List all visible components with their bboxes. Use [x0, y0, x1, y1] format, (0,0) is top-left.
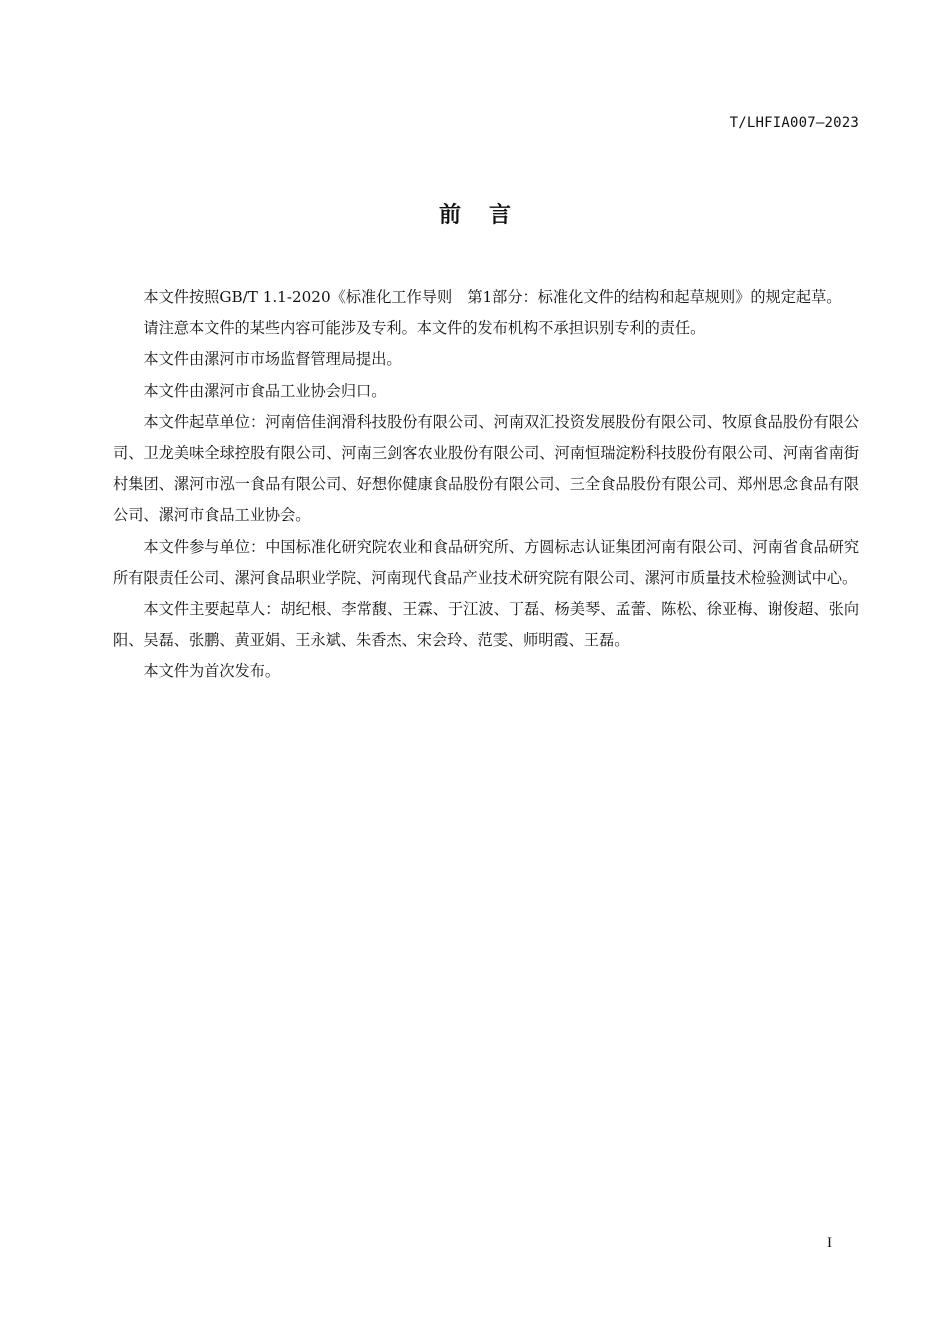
paragraph-drafting-rules: 本文件按照GB/T 1.1-2020《标准化工作导则 第1部分：标准化文件的结构和起草规则》的规定起草。 — [143, 288, 842, 306]
foreword-body — [113, 282, 859, 688]
paragraph-patent-notice: 请注意本文件的某些内容可能涉及专利。本文件的发布机构不承担识别专利的责任。 — [143, 319, 706, 338]
paragraph-main-drafters: 本文件主要起草人：胡纪根、李常馥、王霖、于江波、丁磊、杨美琴、孟蕾、陈松、徐亚梅、谢俊超、张向阳、吴磊、张鹏、黄亚娟、王永斌、朱香杰、宋会玲、范雯、师明霞、王磊。 — [113, 600, 859, 650]
page-title: 前言 — [438, 203, 539, 228]
paragraph-participating-units: 本文件参与单位：中国标准化研究院农业和食品研究所、方圆标志认证集团河南有限公司、河南省食品研究所有限责任公司、漯河食品职业学院、河南现代食品产业技术研究院有限公司、漯河市质量技术检验测试中心。 — [113, 537, 859, 587]
document-code: T/LHFIA007—2023 — [729, 115, 859, 131]
page-number: I — [827, 1235, 832, 1251]
paragraph-drafting-units: 本文件起草单位：河南倍佳润滑科技股份有限公司、河南双汇投资发展股份有限公司、牧原食品股份有限公司、卫龙美味全球控股有限公司、河南三剑客农业股份有限公司、河南恒瑞淀粉科技股份有限公司、河南省南街村集团、漯河市泓一食品有限公司、好想你健康食品股份有限公司、三全食品股份有限公司、郑州思念食品有限公司、漯河市食品工业协会。 — [113, 412, 859, 525]
paragraph-proposed-by: 本文件由漯河市市场监督管理局提出。 — [143, 350, 402, 369]
paragraph-first-release: 本文件为首次发布。 — [143, 662, 281, 681]
paragraph-administered-by: 本文件由漯河市食品工业协会归口。 — [143, 381, 387, 400]
